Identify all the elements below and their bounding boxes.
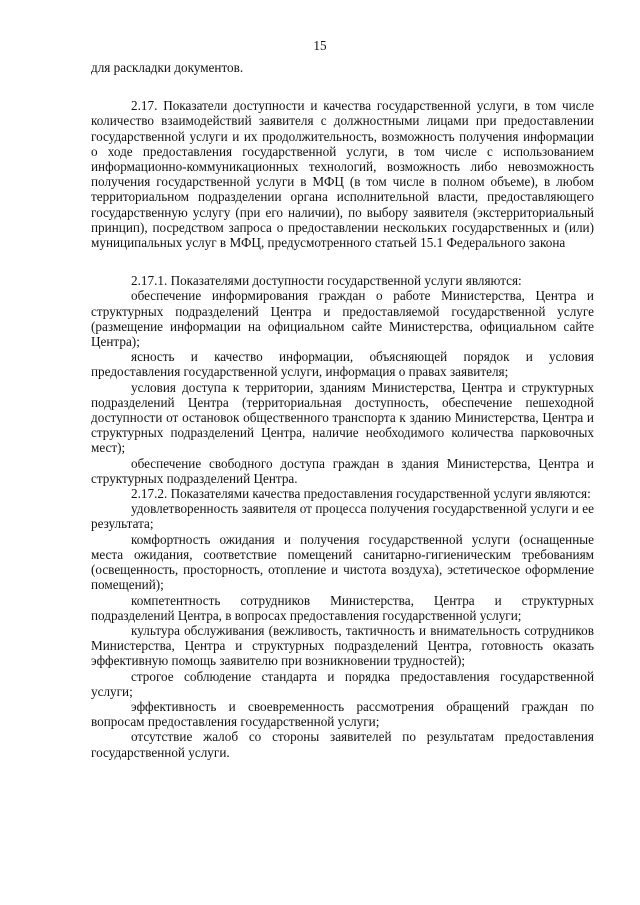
paragraph-quality-item: компетентность сотрудников Министерства, Центра и структурных подразделений Центра, в вопросах предоставления государственной услуги; (91, 592, 594, 623)
page-number: 15 (313, 38, 327, 53)
paragraph-quality-item: строгое соблюдение стандарта и порядка предоставления государственной услуги; (91, 668, 594, 699)
paragraph-quality-item: культура обслуживания (вежливость, тактичность и внимательность сотрудников Министерства, Центра и структурных подразделений Центра, готовность оказать эффективную помощь заявителю при возникновении трудностей); (91, 622, 594, 669)
document-body (91, 60, 594, 760)
paragraph-continuation: для раскладки документов. (91, 60, 244, 75)
paragraph-2-17: 2.17. Показатели доступности и качества государственной услуги, в том числе количество взаимодействий заявителя с должностными лицами при предоставлении государственной услуги и их продолжительность, возможность получения информации о ходе предоставления государственной услуги, в том числе с использованием информационно-коммуникационных технологий, возможность либо невозможность получения государственной услуги в МФЦ (в том числе в полном объеме), в любом территориальном подразделении органа исполнительной власти, предоставляющего государственную услугу (при его наличии), по выбору заявителя (экстерриториальный принцип), посредством запроса о предоставлении нескольких государственных и (или) муниципальных услуг в МФЦ, предусмотренного статьей 15.1 Федерального закона (91, 98, 594, 251)
paragraph-2-17-2: 2.17.2. Показателями качества предоставления государственной услуги являются: (131, 486, 591, 502)
paragraph-accessibility-item: обеспечение свободного доступа граждан в здания Министерства, Центра и структурных подразделений Центра. (91, 455, 594, 486)
paragraph-2-17-1: 2.17.1. Показателями доступности государственной услуги являются: (131, 273, 522, 289)
paragraph-quality-item: комфортность ожидания и получения государственной услуги (оснащенные места ожидания, соответствие помещений санитарно-гигиеническим требованиям (освещенность, просторность, отопление и чистота воздуха), эстетическое оформление помещений); (91, 531, 594, 593)
paragraph-accessibility-item: обеспечение информирования граждан о работе Министерства, Центра и структурных подразделений Центра и предоставляемой государственной услуге (размещение информации на официальном сайте Министерства, официальном сайте Центра); (91, 288, 594, 350)
paragraph-accessibility-item: ясность и качество информации, объясняющей порядок и условия предоставления государственной услуги, информация о правах заявителя; (91, 349, 594, 380)
paragraph-quality-item: удовлетворенность заявителя от процесса получения государственной услуги и ее результата; (91, 501, 594, 532)
paragraph-quality-item: эффективность и своевременность рассмотрения обращений граждан по вопросам предоставления государственной услуги; (91, 698, 594, 730)
paragraph-quality-item: отсутствие жалоб со стороны заявителей по результатам предоставления государственной услуги. (91, 729, 594, 760)
paragraph-accessibility-item: условия доступа к территории, зданиям Министерства, Центра и структурных подразделений Центра (территориальная доступность, обеспечение пешеходной доступности от остановок общественного транспорта к зданию Министерства, Центра и структурных подразделений Центра, наличие необходимого количества парковочных мест); (91, 379, 594, 456)
